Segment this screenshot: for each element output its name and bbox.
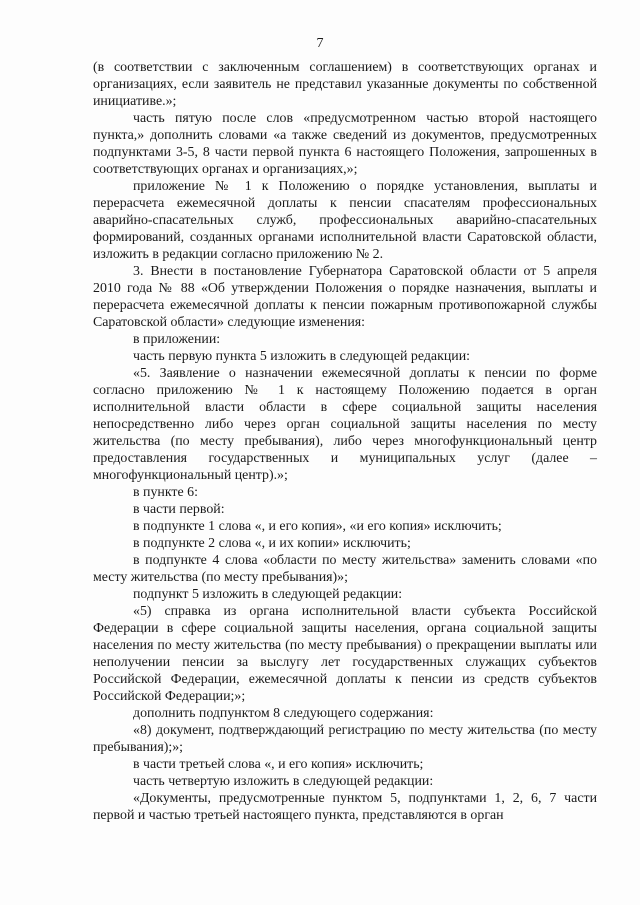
paragraph: в подпункте 2 слова «, и их копии» исключить;: [133, 536, 411, 551]
paragraph: в подпункте 1 слова «, и его копия», «и его копия» исключить;: [133, 519, 502, 534]
paragraph: часть пятую после слов «предусмотренном частью второй настоящего пункта,» дополнить словами «а также сведений из документов, предусмотренных подпунктами 3-5, 8 части первой пункта 6 настоящего Положения, запрошенных в соответствующих органах и организациях,»;: [93, 111, 597, 177]
paragraph: в части третьей слова «, и его копия» исключить;: [133, 757, 424, 772]
page-number: 7: [316, 36, 324, 51]
paragraph: «8) документ, подтверждающий регистрацию по месту жительства (по месту пребывания);»;: [93, 723, 597, 755]
paragraph: в части первой:: [133, 502, 225, 517]
paragraph: «Документы, предусмотренные пунктом 5, подпунктами 1, 2, 6, 7 части первой и частью третьей настоящего пункта, представляются в орган: [93, 791, 597, 823]
document-body: [93, 59, 597, 824]
paragraph: подпункт 5 изложить в следующей редакции:: [133, 587, 403, 602]
paragraph: часть первую пункта 5 изложить в следующей редакции:: [133, 349, 470, 364]
paragraph: приложение № 1 к Положению о порядке установления, выплаты и перерасчета ежемесячной доплаты к пенсии спасателям профессиональных аварийно-спасательных служб, профессиональных аварийно-спасательных формирований, созданных органами исполнительной власти Саратовской области, изложить в редакции согласно приложению № 2.: [93, 179, 597, 262]
paragraph: 3. Внести в постановление Губернатора Саратовской области от 5 апреля 2010 года № 88 «Об утверждении Положения о порядке назначения, выплаты и перерасчета ежемесячной доплаты к пенсии пожарным противопожарной службы Саратовской области» следующие изменения:: [93, 264, 597, 330]
paragraph: «5) справка из органа исполнительной власти субъекта Российской Федерации в сфере социальной защиты населения, органа социальной защиты населения по месту жительства (по месту пребывания) о прекращении выплаты или неполучении пенсии за выслугу лет государственных служащих субъектов Российской Федерации, ежемесячной доплаты к пенсии из средств субъектов Российской Федерации;»;: [93, 604, 597, 704]
paragraph: (в соответствии с заключенным соглашением) в соответствующих органах и организациях, если заявитель не представил указанные документы по собственной инициативе.»;: [93, 60, 597, 109]
paragraph: в пункте 6:: [133, 485, 198, 500]
paragraph: часть четвертую изложить в следующей редакции:: [133, 774, 434, 789]
paragraph: в приложении:: [133, 332, 221, 347]
paragraph: «5. Заявление о назначении ежемесячной доплаты к пенсии по форме согласно приложению № 1 к настоящему Положению подается в орган исполнительной власти области в сфере социальной защиты населения непосредственно либо через орган социальной защиты населения по месту жительства (по месту пребывания), либо через многофункциональный центр предоставления государственных и муниципальных услуг (далее – многофункциональный центр).»;: [93, 366, 597, 483]
paragraph: дополнить подпунктом 8 следующего содержания:: [133, 706, 434, 721]
paragraph: в подпункте 4 слова «области по месту жительства» заменить словами «по месту жительства (по месту пребывания)»;: [93, 553, 597, 585]
